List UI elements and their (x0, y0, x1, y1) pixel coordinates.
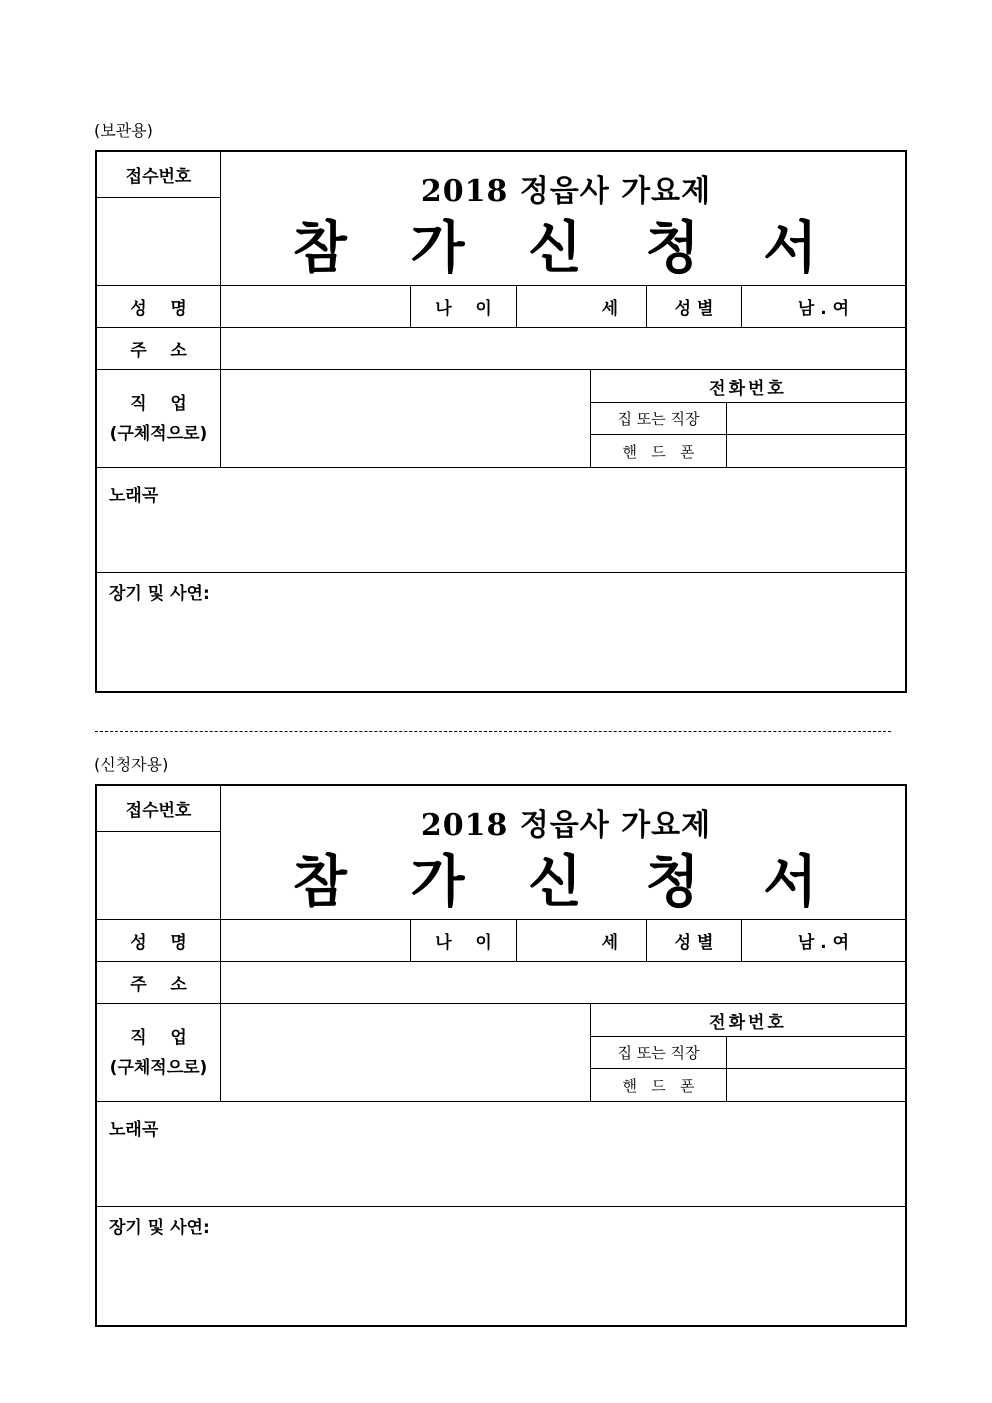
home-work-label: 집 또는 직장 (617, 1044, 700, 1062)
form-title: 참 가 신 청 서 (292, 850, 840, 915)
cut-line (95, 731, 891, 732)
occupation-field[interactable] (221, 1004, 590, 1101)
receipt-number-field[interactable] (97, 198, 220, 285)
name-field[interactable] (221, 920, 410, 961)
address-field[interactable] (221, 962, 905, 1003)
occupation-field[interactable] (221, 370, 590, 467)
name-label: 성 명 (130, 299, 187, 319)
mobile-label: 핸 드 폰 (622, 1076, 695, 1095)
application-form (95, 150, 907, 693)
gender-options[interactable]: 남 . 여 (797, 299, 850, 319)
song-field[interactable] (97, 468, 905, 572)
occupation-label-group (97, 370, 220, 467)
talent-story-field[interactable] (97, 573, 905, 691)
phone-header: 전화번호 (709, 378, 787, 399)
age-label: 나 이 (435, 299, 492, 319)
gender-label: 성 별 (674, 933, 714, 953)
gender-options[interactable]: 남 . 여 (797, 933, 850, 953)
age-unit: 세 (601, 299, 618, 319)
occupation-label: 직 업 (130, 1027, 187, 1048)
age-unit: 세 (601, 933, 618, 953)
application-form (95, 784, 907, 1327)
talent-story-label: 장기 및 사연: (109, 1218, 210, 1238)
song-field[interactable] (97, 1102, 905, 1206)
song-label: 노래곡 (109, 1120, 159, 1140)
phone-header: 전화번호 (709, 1012, 787, 1033)
receipt-number-label: 접수번호 (125, 801, 192, 821)
copy-label: (신청자용) (94, 755, 169, 774)
gender-label: 성 별 (674, 299, 714, 319)
address-field[interactable] (221, 328, 905, 369)
home-work-label: 집 또는 직장 (617, 410, 700, 428)
copy-label: (보관용) (94, 121, 153, 140)
name-field[interactable] (221, 286, 410, 327)
age-label: 나 이 (435, 933, 492, 953)
age-field[interactable] (517, 286, 646, 327)
occupation-note: (구체적으로) (109, 423, 208, 444)
mobile-phone-field[interactable] (727, 435, 905, 467)
form-title: 참 가 신 청 서 (292, 216, 840, 281)
song-label: 노래곡 (109, 486, 159, 506)
occupation-label: 직 업 (130, 393, 187, 414)
mobile-label: 핸 드 폰 (622, 442, 695, 461)
event-title: 2018 정읍사 가요제 (420, 808, 712, 843)
receipt-number-label: 접수번호 (125, 167, 192, 187)
home-work-phone-field[interactable] (727, 1037, 905, 1068)
talent-story-field[interactable] (97, 1207, 905, 1325)
mobile-phone-field[interactable] (727, 1069, 905, 1101)
occupation-label-group (97, 1004, 220, 1101)
receipt-number-field[interactable] (97, 832, 220, 919)
name-label: 성 명 (130, 933, 187, 953)
home-work-phone-field[interactable] (727, 403, 905, 434)
talent-story-label: 장기 및 사연: (109, 584, 210, 604)
occupation-note: (구체적으로) (109, 1057, 208, 1078)
address-label: 주 소 (130, 975, 187, 995)
address-label: 주 소 (130, 341, 187, 361)
age-field[interactable] (517, 920, 646, 961)
event-title: 2018 정읍사 가요제 (420, 174, 712, 209)
